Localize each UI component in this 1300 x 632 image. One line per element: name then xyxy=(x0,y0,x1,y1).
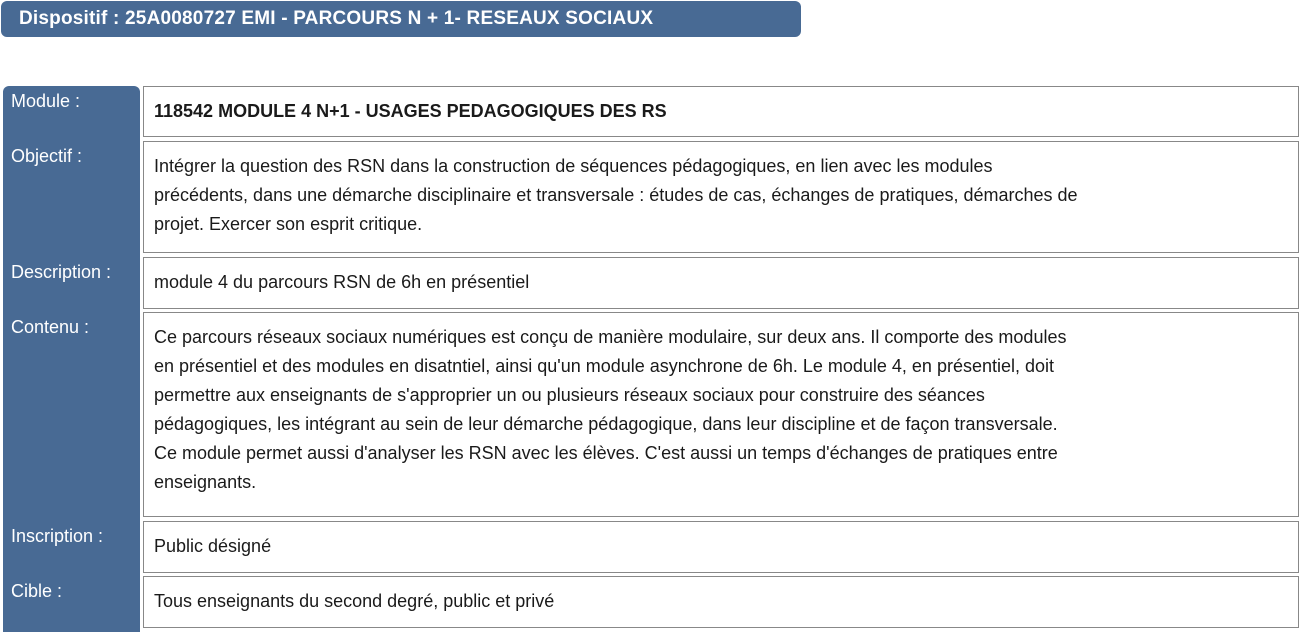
module-details-table xyxy=(3,86,1299,632)
cible-label: Cible : xyxy=(11,581,63,601)
module-value-line: 118542 MODULE 4 N+1 - USAGES PEDAGOGIQUES DES RS xyxy=(154,101,667,121)
contenu-line: pédagogiques, les intégrant au sein de leur démarche pédagogique, dans leur discipline et de façon transversale. xyxy=(154,414,1058,434)
cible-value-line: Tous enseignants du second degré, public et privé xyxy=(154,591,555,611)
contenu-label: Contenu : xyxy=(11,317,90,337)
inscription-label: Inscription : xyxy=(11,526,104,546)
contenu-value xyxy=(143,312,1299,517)
inscription-value-line: Public désigné xyxy=(154,536,272,556)
module-value xyxy=(143,86,1299,137)
description-value-line: module 4 du parcours RSN de 6h en présentiel xyxy=(154,272,530,292)
contenu-line: enseignants. xyxy=(154,472,257,492)
inscription-value xyxy=(143,521,1299,573)
contenu-line: en présentiel et des modules en disatntiel, ainsi qu'un module asynchrone de 6h. Le module 4, en présentiel, doit xyxy=(154,356,1055,376)
contenu-line: permettre aux enseignants de s'approprier un ou plusieurs réseaux sociaux pour construire des séances xyxy=(154,385,985,405)
contenu-line: Ce parcours réseaux sociaux numériques est conçu de manière modulaire, sur deux ans. Il comporte des modules xyxy=(154,327,1067,347)
objectif-line: précédents, dans une démarche disciplinaire et transversale : études de cas, échanges de pratiques, démarches de xyxy=(154,185,1078,205)
dispositif-title: Dispositif : 25A0080727 EMI - PARCOURS N + 1- RESEAUX SOCIAUX xyxy=(1,1,801,37)
module-label: Module : xyxy=(11,91,81,111)
description-value xyxy=(143,257,1299,309)
cible-value xyxy=(143,576,1299,628)
objectif-line: projet. Exercer son esprit critique. xyxy=(154,214,423,234)
description-label: Description : xyxy=(11,262,112,282)
objectif-line: Intégrer la question des RSN dans la construction de séquences pédagogiques, en lien avec les modules xyxy=(154,156,993,176)
objectif-value xyxy=(143,141,1299,253)
label-column xyxy=(3,86,140,632)
objectif-label: Objectif : xyxy=(11,146,83,166)
contenu-line: Ce module permet aussi d'analyser les RSN avec les élèves. C'est aussi un temps d'échanges de pratiques entre xyxy=(154,443,1058,463)
